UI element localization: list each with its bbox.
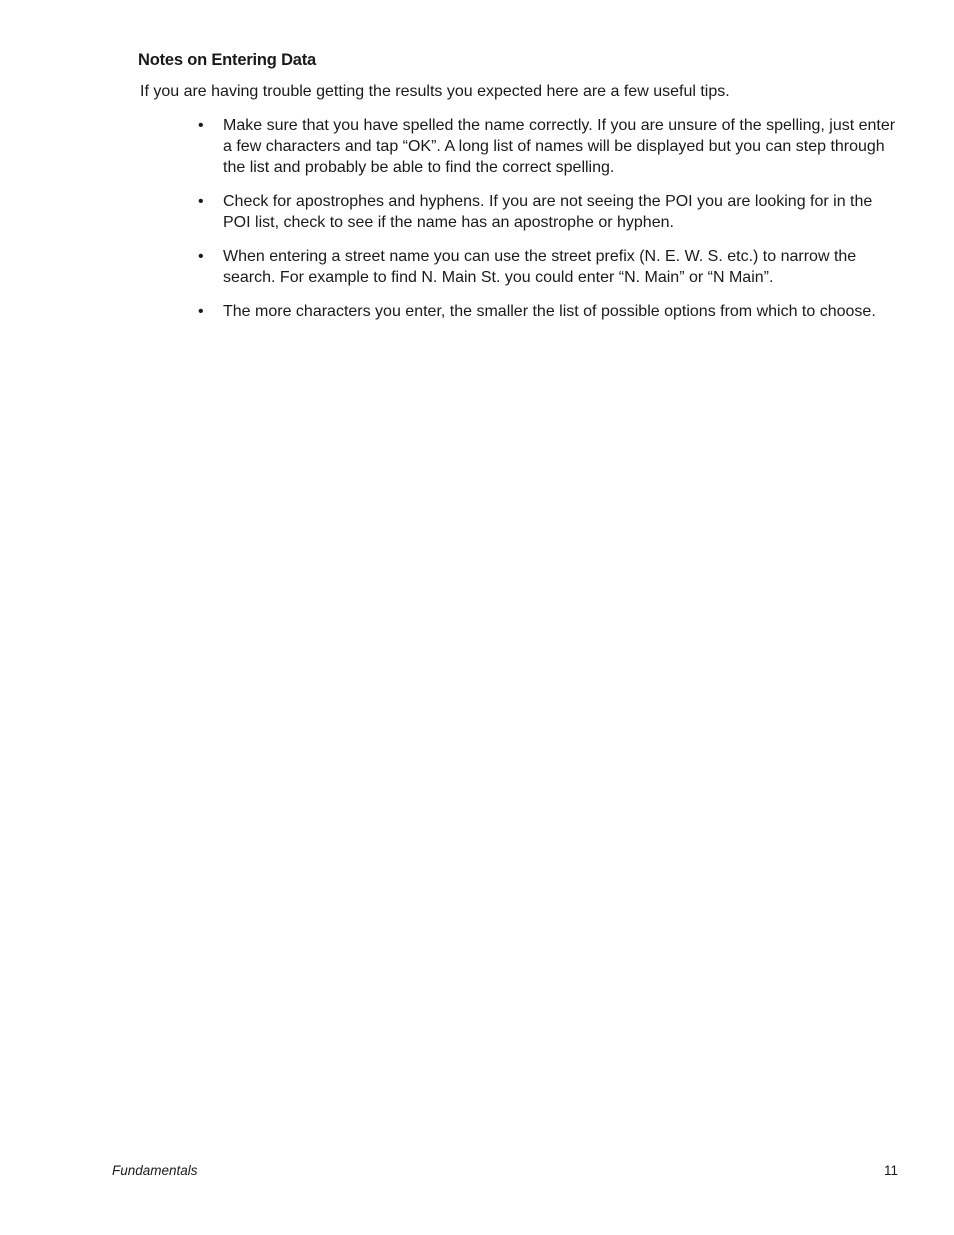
bullet-icon: • xyxy=(198,303,204,321)
tip-text: When entering a street name you can use the street prefix (N. E. W. S. etc.) to narrow the search. For example to find N. Main St. you could enter “N. Main” or “N Main”. xyxy=(223,247,857,286)
footer-chapter-name: Fundamentals xyxy=(112,1163,198,1178)
list-item xyxy=(196,116,896,178)
tip-text: Make sure that you have spelled the name correctly. If you are unsure of the spelling, just enter a few characters and tap “OK”. A long list of names will be displayed but you can step through the list and probably be able to find the correct spelling. xyxy=(223,117,896,176)
tip-text: Check for apostrophes and hyphens. If you are not seeing the POI you are looking for in the POI list, check to see if the name has an apostrophe or hyphen. xyxy=(223,192,873,231)
list-item xyxy=(196,247,896,289)
intro-paragraph: If you are having trouble getting the results you expected here are a few useful tips. xyxy=(140,83,730,100)
tips-list xyxy=(196,116,896,336)
list-item xyxy=(196,302,896,323)
footer-page-number: 11 xyxy=(883,1163,898,1178)
bullet-icon: • xyxy=(198,247,204,265)
section-title: Notes on Entering Data xyxy=(138,51,317,69)
bullet-icon: • xyxy=(198,117,204,134)
tip-text: The more characters you enter, the smaller the list of possible options from which to choose. xyxy=(223,303,876,321)
list-item xyxy=(196,192,896,234)
bullet-icon: • xyxy=(198,192,204,210)
